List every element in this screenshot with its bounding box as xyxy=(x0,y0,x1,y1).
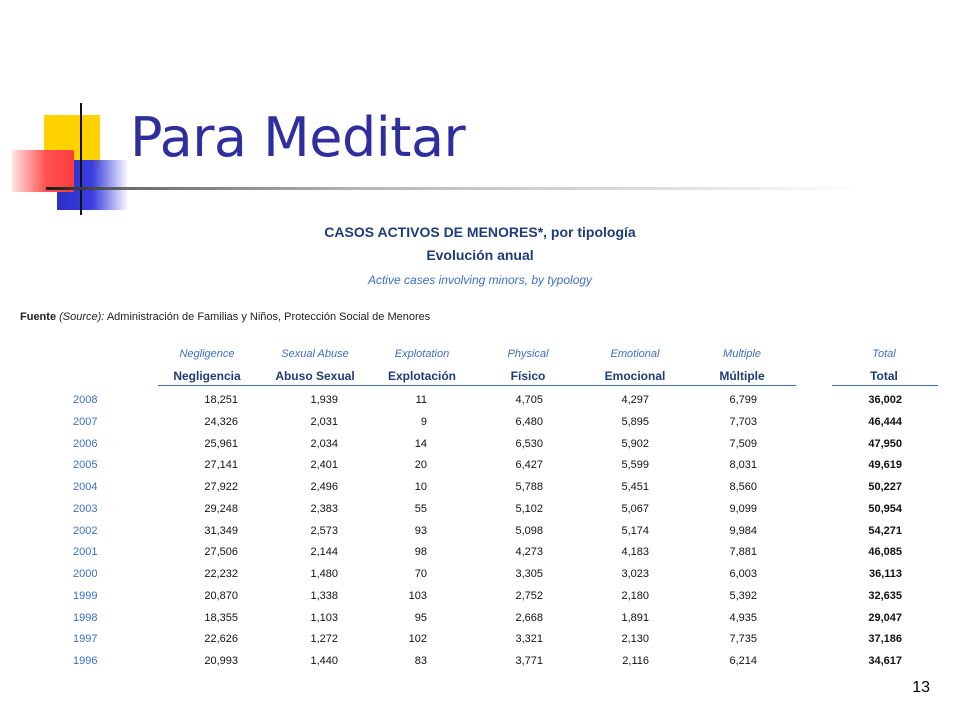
cell-multiple: 7,881 xyxy=(729,546,757,559)
cell-total: 46,444 xyxy=(868,415,902,428)
header-rule-main xyxy=(158,385,796,386)
row-year: 2008 xyxy=(73,394,98,406)
cell-total: 47,950 xyxy=(868,437,902,450)
cell-physical: 3,305 xyxy=(515,568,543,580)
cell-emotional: 5,895 xyxy=(621,415,649,428)
cell-explotation: 20 xyxy=(414,459,427,472)
cell-negligence: 22,232 xyxy=(204,568,238,580)
cell-physical: 4,273 xyxy=(515,546,543,559)
cell-sexual-abuse: 2,401 xyxy=(310,459,338,472)
cell-emotional: 1,891 xyxy=(621,611,649,624)
cell-physical: 2,668 xyxy=(515,611,543,624)
cell-multiple: 4,935 xyxy=(729,611,757,624)
cell-explotation: 102 xyxy=(408,633,427,646)
column-header-total: Total xyxy=(870,369,898,383)
cell-explotation: 14 xyxy=(414,437,427,450)
cell-explotation: 83 xyxy=(414,655,427,667)
title-underline xyxy=(46,187,862,190)
decor-vertical-line xyxy=(80,103,82,215)
column-header-physical: Físico xyxy=(510,369,546,383)
cell-explotation: 11 xyxy=(415,394,427,406)
cell-physical: 2,752 xyxy=(515,589,543,602)
cell-total: 50,954 xyxy=(868,502,902,515)
cell-explotation: 10 xyxy=(414,481,427,493)
cell-emotional: 4,183 xyxy=(621,546,649,559)
cell-total: 54,271 xyxy=(868,524,902,537)
column-header-en-sexual-abuse: Sexual Abuse xyxy=(281,348,349,360)
cell-negligence: 24,326 xyxy=(204,415,238,428)
cell-multiple: 7,509 xyxy=(729,437,757,450)
column-header-en-negligence: Negligence xyxy=(179,348,235,360)
cell-multiple: 8,560 xyxy=(729,481,757,493)
table-title-spanish: CASOS ACTIVOS DE MENORES*, por tipología xyxy=(324,224,636,240)
row-year: 2004 xyxy=(73,481,98,493)
cell-physical: 4,705 xyxy=(515,394,543,406)
row-year: 1997 xyxy=(73,633,98,646)
cell-physical: 5,102 xyxy=(515,502,543,515)
cell-total: 36,113 xyxy=(868,568,902,580)
cell-sexual-abuse: 1,440 xyxy=(310,655,338,667)
cell-emotional: 5,174 xyxy=(621,524,649,537)
cell-negligence: 29,248 xyxy=(204,502,238,515)
column-header-en-total: Total xyxy=(872,348,896,360)
cell-physical: 6,427 xyxy=(515,459,543,472)
table-title-english: Active cases involving minors, by typology xyxy=(367,273,593,287)
cell-multiple: 5,392 xyxy=(729,589,757,602)
cell-physical: 3,321 xyxy=(515,633,543,646)
cell-total: 50,227 xyxy=(868,481,902,493)
cell-sexual-abuse: 1,480 xyxy=(310,568,338,580)
cell-total: 49,619 xyxy=(868,459,902,472)
cell-multiple: 6,003 xyxy=(729,568,757,580)
cell-negligence: 20,870 xyxy=(204,589,238,602)
cell-explotation: 9 xyxy=(420,415,427,428)
source-label: Fuente xyxy=(20,311,57,323)
column-header-emotional: Emocional xyxy=(604,369,666,383)
cell-multiple: 9,984 xyxy=(729,524,757,537)
cell-multiple: 7,735 xyxy=(729,633,757,646)
cell-explotation: 55 xyxy=(414,502,427,515)
column-header-en-emotional: Emotional xyxy=(610,348,660,360)
cell-multiple: 8,031 xyxy=(729,459,757,472)
cell-physical: 6,480 xyxy=(515,415,543,428)
cell-sexual-abuse: 2,383 xyxy=(310,502,338,515)
cell-physical: 6,530 xyxy=(515,437,543,450)
column-header-multiple: Múltiple xyxy=(719,369,765,383)
cell-negligence: 25,961 xyxy=(204,437,238,450)
row-year: 2005 xyxy=(73,459,98,472)
cell-emotional: 5,902 xyxy=(621,437,649,450)
cell-total: 37,186 xyxy=(868,633,902,646)
cell-negligence: 18,355 xyxy=(204,611,238,624)
source-label-english: (Source): xyxy=(59,311,105,323)
decor-red-square xyxy=(12,150,74,192)
cell-multiple: 6,799 xyxy=(729,394,757,406)
cell-negligence: 18,251 xyxy=(204,394,238,406)
slide-title: Para Meditar xyxy=(130,106,466,169)
column-header-en-multiple: Multiple xyxy=(723,348,761,360)
cell-emotional: 5,599 xyxy=(621,459,649,472)
cell-negligence: 20,993 xyxy=(204,655,238,667)
cell-total: 46,085 xyxy=(868,546,902,559)
cell-physical: 5,788 xyxy=(515,481,543,493)
source-line xyxy=(20,311,430,323)
cell-explotation: 103 xyxy=(408,589,427,602)
cell-total: 34,617 xyxy=(868,655,902,667)
header-rule-total xyxy=(832,385,938,386)
column-header-sexual-abuse: Abuso Sexual xyxy=(275,369,355,383)
cell-sexual-abuse: 2,031 xyxy=(310,415,338,428)
column-header-en-explotation: Explotation xyxy=(394,348,450,360)
cell-negligence: 31,349 xyxy=(204,524,238,537)
page-number: 13 xyxy=(912,679,930,696)
cell-sexual-abuse: 2,034 xyxy=(310,437,338,450)
row-year: 1998 xyxy=(73,611,98,624)
cell-sexual-abuse: 1,939 xyxy=(310,394,338,406)
cell-explotation: 93 xyxy=(414,524,427,537)
column-header-en-physical: Physical xyxy=(507,348,549,360)
row-year: 2002 xyxy=(73,524,98,537)
row-year: 2007 xyxy=(73,415,98,428)
cell-sexual-abuse: 1,338 xyxy=(310,589,338,602)
cell-negligence: 27,141 xyxy=(204,459,238,472)
cell-emotional: 2,116 xyxy=(622,655,649,667)
cell-emotional: 2,130 xyxy=(621,633,649,646)
cell-sexual-abuse: 2,573 xyxy=(310,524,338,537)
column-header-negligence: Negligencia xyxy=(173,369,241,383)
cell-total: 36,002 xyxy=(868,394,902,406)
cell-physical: 5,098 xyxy=(515,524,543,537)
cell-multiple: 6,214 xyxy=(729,655,757,667)
row-year: 2001 xyxy=(73,546,98,559)
cell-multiple: 7,703 xyxy=(729,415,757,428)
cell-emotional: 5,067 xyxy=(621,502,649,515)
row-year: 2006 xyxy=(73,437,98,450)
cell-sexual-abuse: 1,103 xyxy=(310,611,338,624)
cell-explotation: 70 xyxy=(414,568,427,580)
row-year: 2003 xyxy=(73,502,98,515)
table-subtitle-spanish: Evolución anual xyxy=(426,247,534,263)
cell-total: 29,047 xyxy=(868,611,902,624)
row-year: 1996 xyxy=(73,655,98,667)
cell-explotation: 98 xyxy=(414,546,427,559)
column-header-explotation: Explotación xyxy=(387,369,456,383)
cell-emotional: 3,023 xyxy=(621,568,649,580)
source-text: Administración de Familias y Niños, Protección Social de Menores xyxy=(106,311,431,323)
cell-sexual-abuse: 2,496 xyxy=(310,481,338,493)
cell-sexual-abuse: 1,272 xyxy=(310,633,338,646)
cell-negligence: 27,922 xyxy=(204,481,238,493)
cell-total: 32,635 xyxy=(868,589,902,602)
cell-physical: 3,771 xyxy=(515,655,543,667)
row-year: 2000 xyxy=(73,568,98,580)
row-year: 1999 xyxy=(73,589,98,602)
cell-emotional: 5,451 xyxy=(621,481,649,493)
cell-emotional: 2,180 xyxy=(621,589,649,602)
cell-negligence: 27,506 xyxy=(204,546,238,559)
cell-negligence: 22,626 xyxy=(204,633,238,646)
cell-multiple: 9,099 xyxy=(729,502,757,515)
cell-sexual-abuse: 2,144 xyxy=(310,546,338,559)
cell-emotional: 4,297 xyxy=(621,394,649,406)
cell-explotation: 95 xyxy=(414,611,427,624)
